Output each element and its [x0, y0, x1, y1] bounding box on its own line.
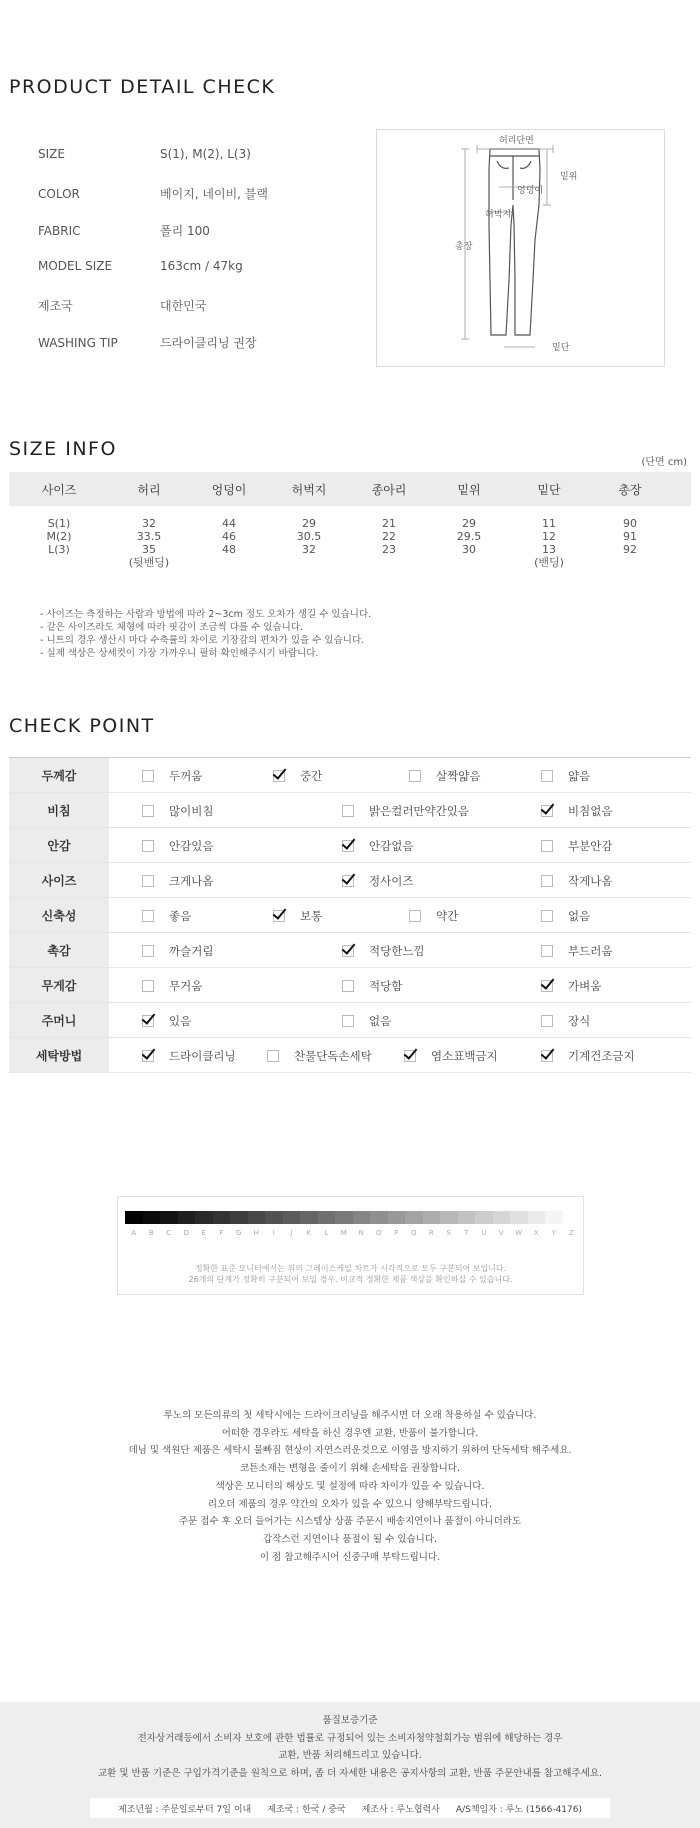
check-label: 안감 — [9, 828, 109, 862]
size-cell: 12 — [542, 530, 556, 543]
check-label: 무게감 — [9, 968, 109, 1002]
footer-line: 교환 및 반품 기준은 구입가격기준을 원칙으로 하며, 좀 더 자세한 내용은 공지사항의 교환, 반품 주문안내를 참고해주세요. — [97, 1767, 603, 1779]
check-option-label: 크게나옴 — [169, 874, 214, 888]
check-option-label: 살짝얇음 — [436, 769, 481, 783]
size-table-header — [9, 472, 691, 506]
check-option[interactable] — [541, 978, 601, 994]
checkbox-checked-icon[interactable] — [273, 910, 285, 922]
grayscale-swatch — [388, 1211, 406, 1224]
grayscale-letter: L — [324, 1229, 329, 1237]
size-cell: 90 — [623, 517, 637, 530]
grayscale-letter: W — [515, 1229, 523, 1237]
check-option-label: 보통 — [300, 909, 323, 923]
footer-info-item: 제조년월 : 주문일로부터 7일 이내 — [118, 1804, 252, 1815]
grayscale-swatch — [160, 1211, 178, 1224]
size-cell: 48 — [222, 543, 236, 556]
checkbox-checked-icon[interactable] — [142, 1015, 154, 1027]
grayscale-letter: R — [428, 1229, 434, 1237]
check-option[interactable] — [342, 873, 413, 889]
waist-label: 허리단면 — [499, 136, 534, 146]
care-line: 코튼소재는 변형을 줄이기 위해 손세탁을 권장합니다. — [239, 1463, 460, 1475]
size-cell: 29.5 — [456, 530, 482, 543]
thigh-label: 허벅지 — [485, 210, 512, 220]
grayscale-letter: Z — [568, 1229, 574, 1237]
size-header-cell: 총장 — [618, 482, 642, 497]
check-option[interactable] — [142, 1048, 236, 1064]
check-option-label: 없음 — [568, 909, 591, 923]
size-header-cell: 허벅지 — [291, 482, 327, 497]
detail-value: 드라이클리닝 권장 — [160, 336, 257, 350]
check-option[interactable] — [273, 768, 322, 784]
detail-row — [38, 147, 251, 161]
check-label: 사이즈 — [9, 863, 109, 897]
check-option[interactable] — [541, 1048, 635, 1064]
check-option[interactable] — [342, 838, 413, 854]
grayscale-letter: N — [358, 1229, 364, 1237]
grayscale-letter: I — [272, 1229, 275, 1237]
check-option-label: 비침없음 — [568, 804, 613, 818]
grayscale-swatch — [475, 1211, 493, 1224]
footer-info-bar — [90, 1798, 610, 1818]
size-cell: 30.5 — [296, 530, 322, 543]
check-option-label: 작게나옴 — [568, 874, 613, 888]
checkbox-icon[interactable] — [142, 910, 154, 922]
check-option[interactable] — [342, 978, 402, 994]
footer-line: 교환, 반품 처리해드리고 있습니다. — [278, 1750, 422, 1761]
size-cell: 29 — [302, 517, 316, 530]
check-option-label: 드라이클리닝 — [169, 1049, 236, 1063]
size-info-title: SIZE INFO — [9, 438, 117, 460]
grayscale-swatch — [265, 1211, 283, 1224]
care-line: 데님 및 색원단 제품은 세탁시 물빠짐 현상이 자연스러운것으로 이염을 방지하기 위하여 단독세탁 해주세요. — [128, 1445, 572, 1457]
size-table-row — [9, 543, 691, 556]
check-row — [9, 1038, 691, 1073]
size-table-row — [9, 530, 691, 543]
detail-key: FABRIC — [38, 224, 81, 238]
size-cell: S(1) — [47, 517, 71, 530]
grayscale-letter: F — [219, 1229, 224, 1237]
check-option[interactable] — [142, 978, 202, 994]
check-label: 주머니 — [9, 1003, 109, 1037]
length-label: 총장 — [455, 242, 473, 252]
grayscale-letter: O — [375, 1229, 382, 1237]
check-option[interactable] — [409, 908, 458, 924]
grayscale-swatch — [143, 1211, 161, 1224]
check-option[interactable] — [409, 768, 480, 784]
detail-row — [38, 222, 210, 239]
grayscale-bar — [125, 1211, 580, 1224]
checkbox-icon[interactable] — [267, 1050, 279, 1062]
size-header-cell: 사이즈 — [41, 482, 77, 497]
grayscale-letter: A — [131, 1229, 137, 1237]
check-point-table — [9, 757, 691, 1073]
size-header-cell: 종아리 — [371, 482, 407, 497]
size-cell — [9, 556, 109, 569]
check-row — [9, 1003, 691, 1038]
checkbox-checked-icon[interactable] — [342, 945, 354, 957]
check-option-label: 부드러움 — [568, 944, 613, 958]
detail-value: 대한민국 — [160, 299, 207, 313]
grayscale-swatch — [248, 1211, 266, 1224]
size-cell — [589, 556, 671, 569]
check-option-label: 적당함 — [369, 979, 403, 993]
check-option[interactable] — [142, 1013, 191, 1029]
size-note: - 니트의 경우 생산시 마다 수축률의 차이로 기장감의 편차가 있을 수 있습니다. — [40, 635, 365, 646]
grayscale-letter: X — [533, 1229, 539, 1237]
grayscale-letter: V — [498, 1229, 504, 1237]
detail-row — [38, 297, 206, 314]
checkbox-icon[interactable] — [342, 805, 354, 817]
check-option-label: 무거움 — [169, 979, 203, 993]
check-option-label: 많이비침 — [169, 804, 214, 818]
checkbox-icon[interactable] — [142, 805, 154, 817]
grayscale-swatch — [353, 1211, 371, 1224]
size-cell — [429, 556, 509, 569]
care-line: 색상은 모니터의 해상도 및 설정에 따라 차이가 있을 수 있습니다. — [215, 1480, 485, 1492]
check-option-label: 약간 — [436, 909, 459, 923]
grayscale-note — [118, 1263, 583, 1285]
grayscale-letter: M — [340, 1229, 347, 1237]
checkbox-icon[interactable] — [409, 910, 421, 922]
footer-line: 전자상거래등에서 소비자 보호에 관한 법률로 규정되어 있는 소비자청약철회가능 범위에 해당하는 경우 — [137, 1732, 563, 1744]
grayscale-letter: B — [148, 1229, 154, 1237]
size-unit: (단면 cm) — [641, 457, 687, 468]
grayscale-letter: G — [236, 1229, 242, 1237]
grayscale-letter: Y — [551, 1229, 556, 1237]
check-point-title: CHECK POINT — [9, 715, 155, 737]
grayscale-letter: S — [446, 1229, 451, 1237]
size-note: - 같은 사이즈라도 체형에 따라 핏감이 조금씩 다를 수 있습니다. — [40, 622, 304, 633]
checkbox-icon[interactable] — [541, 910, 553, 922]
grayscale-swatch — [300, 1211, 318, 1224]
check-option-label: 염소표백금지 — [431, 1049, 498, 1063]
footer-info-item: A/S책임자 : 루노 (1566-4176) — [455, 1804, 582, 1815]
grayscale-swatch — [230, 1211, 248, 1224]
checkbox-icon[interactable] — [409, 770, 421, 782]
hem-label: 밑단 — [552, 343, 570, 353]
care-line: 리오더 제품의 경우 약간의 오차가 있을 수 있으니 양해부탁드립니다. — [207, 1498, 493, 1510]
size-header-cell: 밑단 — [537, 482, 561, 497]
size-cell — [189, 556, 269, 569]
check-option[interactable] — [142, 768, 202, 784]
size-cell: 35 — [142, 543, 156, 556]
detail-value: 베이지, 네이비, 블랙 — [160, 187, 268, 201]
grayscale-swatch — [405, 1211, 423, 1224]
size-cell: 11 — [542, 517, 556, 530]
check-label: 세탁방법 — [9, 1038, 109, 1072]
grayscale-letter: D — [183, 1229, 189, 1237]
grayscale-letter: J — [290, 1229, 293, 1237]
size-note: - 실제 색상은 상세컷이 가장 가까우니 필히 확인해주시기 바랍니다. — [40, 648, 319, 659]
grayscale-swatch — [493, 1211, 511, 1224]
size-cell: 23 — [382, 543, 396, 556]
check-option-label: 있음 — [169, 1014, 192, 1028]
checkbox-checked-icon[interactable] — [342, 875, 354, 887]
checkbox-icon[interactable] — [541, 840, 553, 852]
check-option-label: 중간 — [300, 769, 323, 783]
detail-key: MODEL SIZE — [38, 259, 113, 273]
check-label: 두께감 — [9, 758, 109, 792]
check-row — [9, 898, 691, 933]
check-option-label: 정사이즈 — [369, 874, 414, 888]
checkbox-icon[interactable] — [142, 875, 154, 887]
checkbox-checked-icon[interactable] — [541, 805, 553, 817]
check-row — [9, 828, 691, 863]
check-option[interactable] — [541, 908, 590, 924]
check-option[interactable] — [142, 803, 213, 819]
grayscale-letter: Q — [410, 1229, 417, 1237]
check-option[interactable] — [273, 908, 322, 924]
pants-diagram — [376, 129, 665, 367]
grayscale-swatch — [423, 1211, 441, 1224]
size-cell: 21 — [382, 517, 396, 530]
grayscale-letter: U — [481, 1229, 487, 1237]
check-option-label: 장식 — [568, 1014, 591, 1028]
grayscale-swatch — [335, 1211, 353, 1224]
grayscale-note-line: 정확한 표준 모니터에서는 위의 그레이스케일 차트가 시각적으로 모두 구분되어 보입니다. — [194, 1264, 507, 1273]
checkbox-checked-icon[interactable] — [342, 840, 354, 852]
size-header-cell: 엉덩이 — [211, 482, 247, 497]
size-cell: 22 — [382, 530, 396, 543]
check-option[interactable] — [142, 873, 213, 889]
check-option-label: 까슬거림 — [169, 944, 214, 958]
check-option[interactable] — [342, 1013, 391, 1029]
size-cell: 32 — [302, 543, 316, 556]
check-option[interactable] — [267, 1048, 372, 1064]
grayscale-letter: H — [253, 1229, 259, 1237]
checkbox-icon[interactable] — [541, 875, 553, 887]
size-table-row — [9, 517, 691, 530]
check-option[interactable] — [142, 908, 191, 924]
checkbox-icon[interactable] — [142, 770, 154, 782]
size-cell: 32 — [142, 517, 156, 530]
checkbox-checked-icon[interactable] — [541, 1050, 553, 1062]
size-cell: (밴딩) — [534, 556, 564, 569]
checkbox-icon[interactable] — [142, 945, 154, 957]
check-option[interactable] — [342, 943, 425, 959]
care-line: 주문 접수 후 오더 들어가는 시스템상 상품 주문시 배송지연이나 품절이 아니더라도 — [178, 1516, 522, 1528]
check-option[interactable] — [541, 803, 612, 819]
check-option[interactable] — [541, 768, 590, 784]
checkbox-checked-icon[interactable] — [142, 1050, 154, 1062]
grayscale-swatch — [213, 1211, 231, 1224]
check-option-label: 밝은컬러만약간있음 — [369, 804, 469, 818]
size-cell: 13 — [542, 543, 556, 556]
grayscale-swatch — [283, 1211, 301, 1224]
detail-value: 폴리 100 — [160, 224, 210, 238]
checkbox-checked-icon[interactable] — [541, 980, 553, 992]
care-line: 갑작스런 지연이나 품절이 될 수 있습니다. — [262, 1533, 438, 1545]
footer-text — [0, 1712, 700, 1782]
grayscale-swatch — [510, 1211, 528, 1224]
care-line: 어떠한 경우라도 세탁을 하신 경우엔 교환, 반품이 불가합니다. — [221, 1427, 479, 1439]
grayscale-swatch — [458, 1211, 476, 1224]
check-option[interactable] — [142, 943, 213, 959]
detail-key: WASHING TIP — [38, 336, 118, 350]
check-row — [9, 968, 691, 1003]
check-row — [9, 863, 691, 898]
check-option-label: 좋음 — [169, 909, 192, 923]
grayscale-swatch — [318, 1211, 336, 1224]
checkbox-icon[interactable] — [342, 1015, 354, 1027]
detail-title: PRODUCT DETAIL CHECK — [9, 76, 276, 98]
check-option[interactable] — [541, 1013, 590, 1029]
grayscale-swatch — [545, 1211, 563, 1224]
check-option-label: 얇음 — [568, 769, 591, 783]
check-label: 촉감 — [9, 933, 109, 967]
hip-label: 엉덩이 — [517, 186, 544, 196]
footer-info-item: 제조사 : 루노협력사 — [361, 1804, 440, 1815]
size-cell: 30 — [462, 543, 476, 556]
grayscale-swatch — [195, 1211, 213, 1224]
checkbox-icon[interactable] — [541, 945, 553, 957]
pants-outline — [489, 149, 540, 335]
check-row — [9, 757, 691, 793]
care-notes — [0, 1407, 700, 1566]
checkbox-icon[interactable] — [541, 770, 553, 782]
grayscale-swatch — [125, 1211, 143, 1224]
detail-row — [38, 259, 243, 273]
check-option-label: 두꺼움 — [169, 769, 203, 783]
check-option[interactable] — [541, 838, 612, 854]
detail-key: COLOR — [38, 187, 80, 201]
care-line: 이 점 참고해주시어 신중구매 부탁드립니다. — [259, 1551, 441, 1563]
check-label: 비침 — [9, 793, 109, 827]
size-cell — [269, 556, 349, 569]
rise-label: 밑위 — [560, 172, 578, 182]
grayscale-letter: T — [464, 1229, 469, 1237]
detail-row — [38, 334, 257, 351]
grayscale-note-line: 26개의 단계가 정확히 구분되어 보일 경우, 비교적 정확한 제품 색상을 확인하실 수 있습니다. — [188, 1275, 513, 1284]
checkbox-icon[interactable] — [541, 1015, 553, 1027]
detail-value: 163cm / 47kg — [160, 259, 243, 273]
detail-value: S(1), M(2), L(3) — [160, 147, 251, 161]
grayscale-letters — [125, 1229, 580, 1237]
check-row — [9, 793, 691, 828]
checkbox-checked-icon[interactable] — [273, 770, 285, 782]
grayscale-swatch — [178, 1211, 196, 1224]
size-cell: 91 — [623, 530, 637, 543]
size-cell: 44 — [222, 517, 236, 530]
footer — [0, 1702, 700, 1828]
check-option[interactable] — [541, 943, 612, 959]
grayscale-letter: K — [306, 1229, 312, 1237]
checkbox-checked-icon[interactable] — [404, 1050, 416, 1062]
grayscale-letter: E — [201, 1229, 206, 1237]
grayscale-letter: P — [394, 1229, 399, 1237]
care-line: 루노의 모든의류의 첫 세탁시에는 드라이크리닝을 해주시면 더 오래 착용하실 수 있습니다. — [163, 1410, 537, 1421]
detail-row — [38, 185, 268, 202]
check-option-label: 가벼움 — [568, 979, 602, 993]
size-note: - 사이즈는 측정하는 사람과 방법에 따라 2~3cm 정도 오차가 생길 수 있습니다. — [40, 609, 372, 620]
size-cell: 92 — [623, 543, 637, 556]
size-cell: L(3) — [48, 543, 70, 556]
checkbox-icon[interactable] — [142, 980, 154, 992]
check-option[interactable] — [342, 803, 469, 819]
grayscale-swatch — [528, 1211, 546, 1224]
size-header-cell: 밑위 — [457, 482, 481, 497]
check-option-label: 적당한느낌 — [369, 944, 425, 958]
size-cell: 33.5 — [136, 530, 162, 543]
checkbox-icon[interactable] — [342, 980, 354, 992]
check-option[interactable] — [404, 1048, 498, 1064]
check-option-label: 안감없음 — [369, 839, 414, 853]
size-cell: (뒷밴딩) — [128, 556, 170, 569]
detail-key: 제조국 — [38, 299, 73, 313]
check-option-label: 부분안감 — [568, 839, 613, 853]
size-cell: 29 — [462, 517, 476, 530]
check-option[interactable] — [541, 873, 612, 889]
check-label: 신축성 — [9, 898, 109, 932]
size-header-cell: 허리 — [137, 482, 161, 497]
detail-key: SIZE — [38, 147, 65, 161]
pants-measure-illustration — [377, 130, 664, 366]
grayscale-chart — [117, 1196, 584, 1295]
check-row — [9, 933, 691, 968]
grayscale-letter: C — [166, 1229, 172, 1237]
checkbox-icon[interactable] — [142, 840, 154, 852]
size-cell: 46 — [222, 530, 236, 543]
footer-line: 품질보증기준 — [322, 1715, 378, 1726]
size-table-row — [9, 556, 691, 569]
grayscale-swatch — [440, 1211, 458, 1224]
check-option-label: 찬물단독손세탁 — [294, 1049, 372, 1063]
grayscale-swatch — [370, 1211, 388, 1224]
check-option-label: 안감있음 — [169, 839, 214, 853]
size-cell — [349, 556, 429, 569]
check-option-label: 없음 — [369, 1014, 392, 1028]
size-table-body — [9, 517, 691, 569]
size-notes — [40, 608, 371, 660]
grayscale-swatch — [563, 1211, 581, 1224]
size-cell: M(2) — [46, 530, 72, 543]
check-option-label: 기계건조금지 — [568, 1049, 635, 1063]
footer-info-item: 제조국 : 한국 / 중국 — [267, 1804, 346, 1815]
check-option[interactable] — [142, 838, 213, 854]
